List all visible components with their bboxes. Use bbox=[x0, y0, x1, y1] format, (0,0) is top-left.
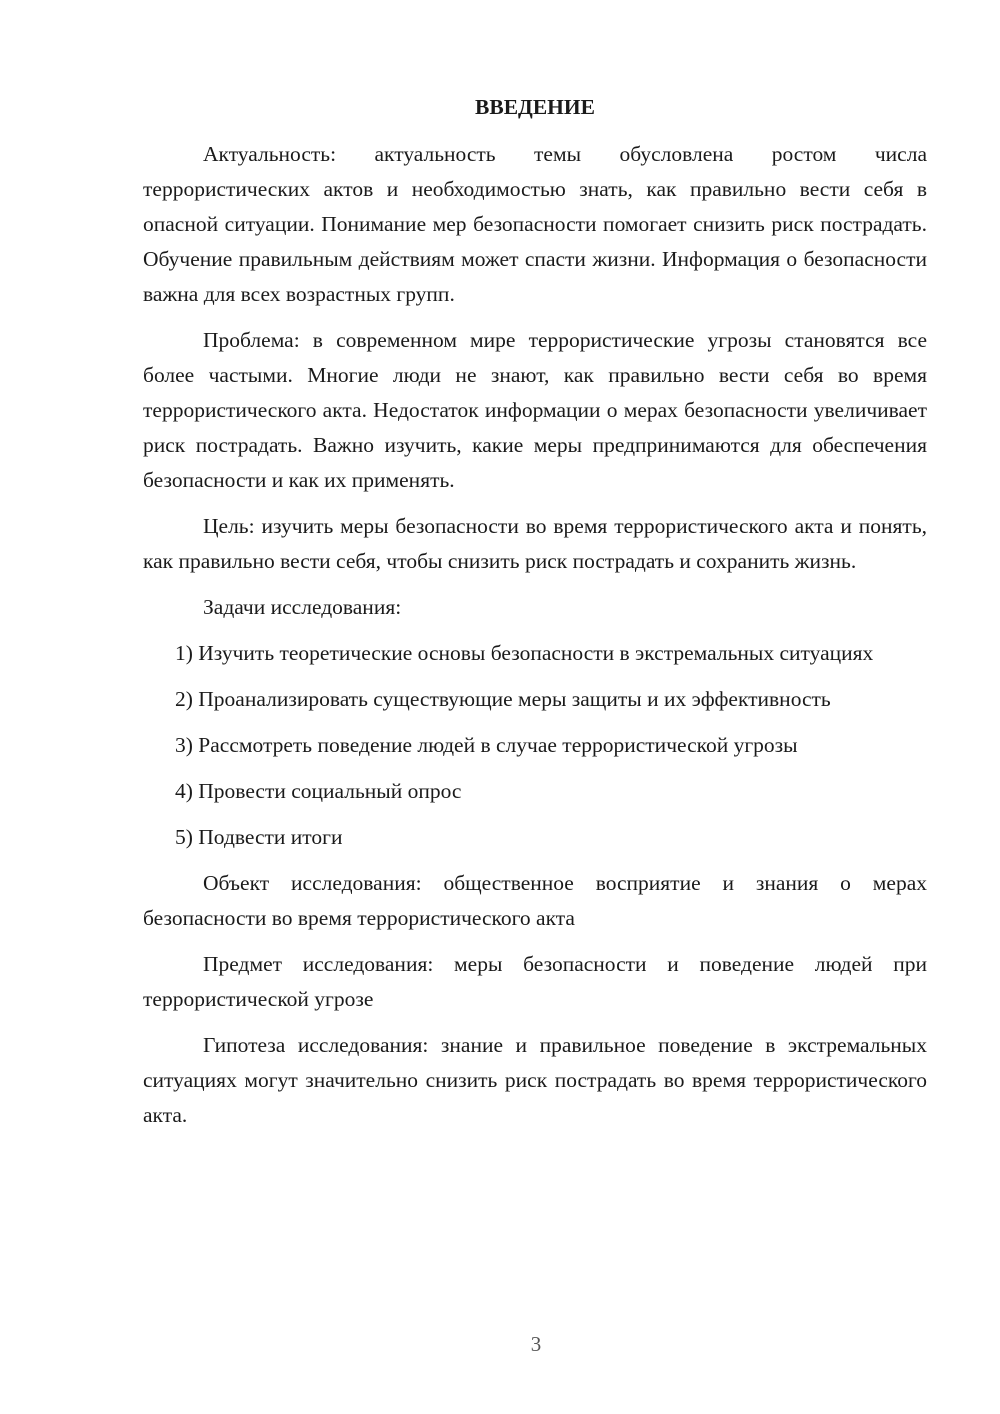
paragraph-goal: Цель: изучить меры безопасности во время террористического акта и понять, как правильно вести себя, чтобы снизить риск пострадать и сохранить жизнь. bbox=[143, 514, 927, 573]
paragraph-relevance: Актуальность: актуальность темы обусловлена ростом числа террористических актов и необходимостью знать, как правильно вести себя в опасной ситуации. Понимание мер безопасности помогает снизить риск пострадать. Обучение правильным действиям может спасти жизни. Информация о безопасности важна для всех возрастных групп. bbox=[143, 142, 927, 306]
page-number: 3 bbox=[530, 1332, 542, 1356]
task-item-2: 2) Проанализировать существующие меры защиты и их эффективность bbox=[175, 687, 831, 711]
paragraph-object: Объект исследования: общественное восприятие и знания о мерах безопасности во время террористического акта bbox=[143, 871, 927, 930]
task-item-1: 1) Изучить теоретические основы безопасности в экстремальных ситуациях bbox=[175, 641, 874, 665]
section-title: ВВЕДЕНИЕ bbox=[475, 95, 595, 119]
paragraph-problem: Проблема: в современном мире террористические угрозы становятся все более частыми. Многие люди не знают, как правильно вести себя во время террористического акта. Недостаток информации о мерах безопасности увеличивает риск пострадать. Важно изучить, какие меры предпринимаются для обеспечения безопасности и как их применять. bbox=[143, 328, 927, 492]
task-item-4: 4) Провести социальный опрос bbox=[175, 779, 462, 803]
document-page bbox=[143, 90, 927, 1144]
task-item-5: 5) Подвести итоги bbox=[175, 825, 343, 849]
tasks-heading: Задачи исследования: bbox=[203, 595, 402, 619]
task-item-3: 3) Рассмотреть поведение людей в случае террористической угрозы bbox=[175, 733, 798, 757]
paragraph-subject: Предмет исследования: меры безопасности и поведение людей при террористической угрозе bbox=[143, 952, 927, 1011]
paragraph-hypothesis: Гипотеза исследования: знание и правильное поведение в экстремальных ситуациях могут значительно снизить риск пострадать во время террористического акта. bbox=[143, 1033, 927, 1127]
